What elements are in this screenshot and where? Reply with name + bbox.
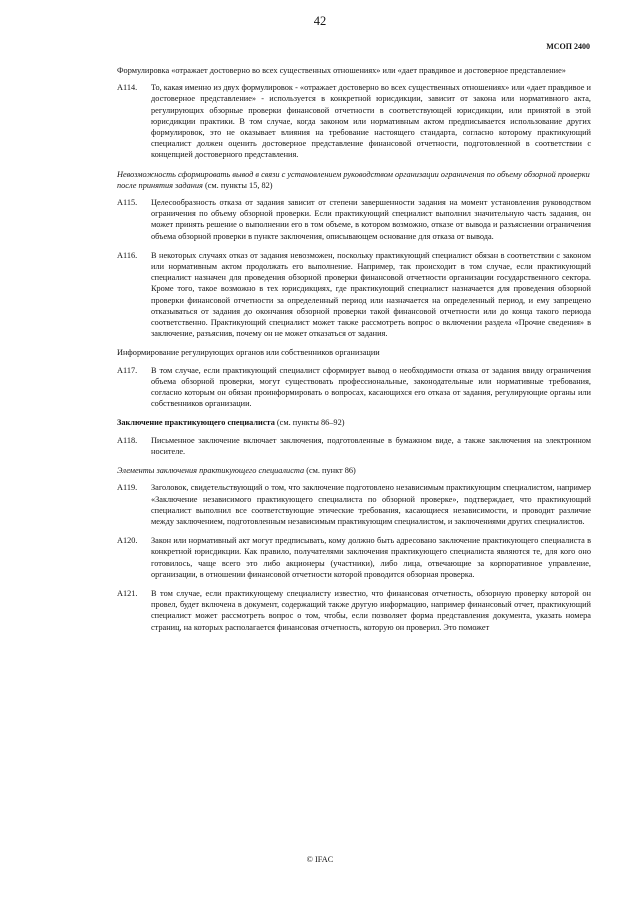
subsection-heading xyxy=(117,465,591,476)
subsection-heading-text: Невозможность сформировать вывод в связи с установлением руководством организации ограничения по объему обзорной проверки после принятия задания xyxy=(117,169,590,190)
paragraph-a115 xyxy=(117,197,591,242)
paragraph-text: Заголовок, свидетельствующий о том, что заключение подготовлено независимым практикующим специалистом, например «Заключение независимого практикующего специалиста по обзорной проверке», подтверждает, что практикующий специалист выполнил все соответствующие этические требования, касающиеся независимости, и проводит различие между заключением, подготовленным независимым практикующим специалистом, и заключениями других специалистов. xyxy=(151,483,591,526)
paragraph-reference: (см. пункт 86) xyxy=(304,466,356,476)
paragraph-text: Закон или нормативный акт могут предписывать, кому должно быть адресовано заключение практикующего специалиста в конкретной юрисдикции. Как правило, получателями заключения практикующего специалиста являются те, для кого оно готовилось, чаще всего это либо акционеры (участники), либо лица, отвечающие за корпоративное управление, организации, в отношении финансовой отчетности которой проводится обзорная проверка. xyxy=(151,536,591,579)
paragraph-number: A114. xyxy=(117,83,138,93)
paragraph-reference: (см. пункты 86–92) xyxy=(274,418,345,428)
paragraph-text: В том случае, если практикующему специалисту известно, что финансовая отчетность, обзорную проверку которой он провел, будет включена в документ, содержащий также другую информацию, например финансовый отчет, практикующий специалист может рассмотреть вопрос о том, чтобы, если позволяет форма представления документа, указать номера страниц, на которых располагается финансовая отчетность, которую он проверил. Это поможет xyxy=(151,588,591,632)
paragraph-text: В том случае, если практикующий специалист сформирует вывод о необходимости отказа от задания ввиду ограничения объема обзорной проверки, могут существовать профессиональные, законодательные или нормативные требования, согласно которым он обязан проинформировать о вопросах, касающихся его отказа от задания, регулирующие органы или собственников организации. xyxy=(151,365,591,409)
paragraph-number: A115. xyxy=(117,198,138,208)
paragraph-number: A120. xyxy=(117,536,138,546)
paragraph-text: Письменное заключение включает заключения, подготовленные в бумажном виде, а также заключения на электронном носителе. xyxy=(151,435,591,456)
paragraph-a121 xyxy=(117,588,591,633)
paragraph-text: Целесообразность отказа от задания зависит от степени завершенности задания на момент установления руководством ограничения по объему обзорной проверки. Если практикующий специалист выполнил значительную часть задания, он может принять решение о выполнении его в том объеме, в котором возможно, отказе от вывода и разъяснении ограничения объема обзорной проверки в пункте заключения, описывающем основание для отказа от вывода. xyxy=(151,198,591,241)
subsection-heading xyxy=(117,169,591,191)
paragraph-a118 xyxy=(117,435,591,457)
document-code: МСОП 2400 xyxy=(546,42,590,51)
paragraph-number: A119. xyxy=(117,483,138,493)
paragraph-text: То, какая именно из двух формулировок - «отражает достоверно во всех существенных отношениях» или «дает правдивое и достоверное представление» - используется в конкретной юрисдикции, зависит от закона или нормативного акта, регулирующих обзорные проверки финансовой отчетности в соответствующей юрисдикции, или принятой в этой юрисдикции практики. В том случае, когда законом или нормативным актом предписывается использование других формулировок, это не оказывает влияния на требование настоящего стандарта, согласно которому практикующий специалист должен оценить достоверное представление финансовой отчетности, подготовленной в соответствии с концепцией достоверного представления. xyxy=(151,83,591,160)
paragraph-a114 xyxy=(117,82,591,160)
section-heading-text: Заключение практикующего специалиста xyxy=(117,418,275,428)
paragraph-reference: (см. пункты 15, 82) xyxy=(202,180,273,190)
paragraph-number: A116. xyxy=(117,250,138,260)
paragraph-number: A118. xyxy=(117,435,138,445)
section-heading xyxy=(117,347,591,358)
paragraph-number: A117. xyxy=(117,365,138,375)
paragraph-a116 xyxy=(117,250,591,340)
page-number: 42 xyxy=(313,14,327,28)
paragraph-text: В некоторых случаях отказ от задания невозможен, поскольку практикующий специалист обязан в соответствии с законом или нормативным актом продолжать его выполнение. Например, так происходит в том случае, если практикующий специалист назначен для проведения обзорной проверки финансовой отчетности организации государственного сектора. Кроме того, такое возможно в тех юрисдикциях, где практикующий специалист назначается для проведения обзорной проверки финансовой отчетности за определенный период или назначается на определенный период, и ему запрещено отказываться от задания до окончания обзорной проверки такой финансовой отчетности или до конца такого периода соответственно. Практикующий специалист может также рассмотреть вопрос о включении раздела «Прочие сведения» в заключение, разъяснив, почему он не может отказаться от задания. xyxy=(151,250,591,339)
section-heading xyxy=(117,65,591,76)
paragraph-a120 xyxy=(117,535,591,580)
paragraph-a119 xyxy=(117,482,591,527)
paragraph-number: A121. xyxy=(117,588,138,598)
section-heading xyxy=(117,417,591,428)
subsection-heading-text: Элементы заключения практикующего специалиста xyxy=(117,466,305,476)
paragraph-a117 xyxy=(117,365,591,410)
copyright-footer: © IFAC xyxy=(306,855,334,864)
section-heading-text: Информирование регулирующих органов или собственников организации xyxy=(117,348,380,358)
document-body xyxy=(117,65,591,633)
section-heading-text: Формулировка «отражает достоверно во всех существенных отношениях» или «дает правдивое и достоверное представление» xyxy=(117,66,566,75)
